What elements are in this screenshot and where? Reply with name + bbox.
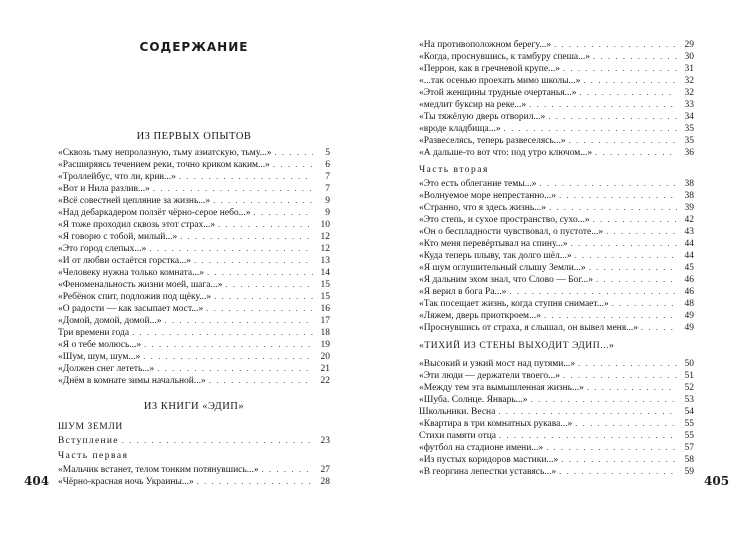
dot-leader <box>143 350 313 362</box>
dot-leader <box>213 194 313 206</box>
toc-entry <box>419 297 694 309</box>
entry-title: «Развеселясь, теперь развеселясь...» <box>419 136 566 146</box>
dot-leader <box>548 110 677 122</box>
entry-page: 55 <box>684 419 694 429</box>
entry-title: «Это город слепых...» <box>58 244 147 254</box>
entry-title: «медлит буксир на реке...» <box>419 100 527 110</box>
entry-page: 57 <box>684 443 694 453</box>
entry-page: 17 <box>320 316 330 326</box>
entry-page: 44 <box>684 239 694 249</box>
entry-page: 32 <box>684 76 694 86</box>
toc-entry <box>58 158 330 170</box>
dot-leader <box>540 177 677 189</box>
entry-page: 10 <box>320 220 330 230</box>
section-heading: ИЗ ПЕРВЫХ ОПЫТОВ <box>136 131 252 142</box>
section-quiet-edip <box>419 339 694 477</box>
entry-page: 15 <box>320 292 330 302</box>
dot-leader <box>561 453 677 465</box>
entry-page: 39 <box>684 203 694 213</box>
dot-leader <box>593 213 677 225</box>
toc-entry <box>58 242 330 254</box>
page-number-left: 404 <box>24 474 50 488</box>
toc-entry <box>58 170 330 182</box>
toc-entry <box>58 194 330 206</box>
entry-page: 55 <box>684 431 694 441</box>
entry-page: 58 <box>684 455 694 465</box>
entry-page: 35 <box>684 124 694 134</box>
dot-leader <box>157 362 313 374</box>
entry-page: 38 <box>684 179 694 189</box>
toc-entry <box>419 429 694 441</box>
entry-page: 38 <box>684 191 694 201</box>
dot-leader <box>531 393 677 405</box>
toc-entry <box>419 453 694 465</box>
toc-entry <box>419 393 694 405</box>
dot-leader <box>218 218 313 230</box>
entry-title: «Мальчик встанет, телом тонким потянувшись...» <box>58 465 259 475</box>
entry-page: 9 <box>325 208 330 218</box>
dot-leader <box>509 285 677 297</box>
toc-entry <box>419 381 694 393</box>
entry-page: 21 <box>320 364 330 374</box>
entry-page: 5 <box>325 148 330 158</box>
toc-entry <box>58 338 330 350</box>
entry-page: 45 <box>684 263 694 273</box>
dot-leader <box>544 309 677 321</box>
dot-leader <box>595 146 677 158</box>
toc-list <box>58 146 330 386</box>
entry-title: Вступление <box>58 436 119 446</box>
entry-page: 31 <box>684 64 694 74</box>
toc-entry <box>58 463 330 475</box>
dot-leader <box>606 225 677 237</box>
entry-page: 49 <box>684 323 694 333</box>
dot-leader <box>153 182 313 194</box>
dot-leader <box>596 273 677 285</box>
entry-title: Три времени года <box>58 328 130 338</box>
entry-title: «Волнуемое море непрестанно...» <box>419 191 557 201</box>
entry-title: «Ребёнок спит, подложив под щёку...» <box>58 292 212 302</box>
entry-title: «...так осенью проехать мимо школы...» <box>419 76 581 86</box>
toc-entry <box>419 321 694 333</box>
entry-page: 7 <box>325 184 330 194</box>
toc-entry <box>419 177 694 189</box>
entry-title: «На противоположном берегу...» <box>419 40 552 50</box>
dot-leader <box>563 369 677 381</box>
entry-title: «Я верил в бога Ра...» <box>419 287 507 297</box>
toc-entry <box>58 290 330 302</box>
entry-title: «Странно, что я здесь жизнь...» <box>419 203 547 213</box>
dot-leader <box>499 429 677 441</box>
entry-page: 6 <box>325 160 330 170</box>
toc-entry <box>58 326 330 338</box>
toc-entry <box>419 213 694 225</box>
entry-page: 42 <box>684 215 694 225</box>
dot-leader <box>504 122 677 134</box>
entry-title: «Кто меня перевёртывал на спину...» <box>419 239 568 249</box>
right-part-two <box>419 164 694 333</box>
toc-entry <box>419 62 694 74</box>
entry-page: 36 <box>684 148 694 158</box>
entry-title: «Высокий и узкий мост над путями...» <box>419 359 576 369</box>
toc-entry <box>419 441 694 453</box>
entry-title: «Я о тебе молюсь...» <box>58 340 142 350</box>
entry-title: «Этой женщины трудные очертанья...» <box>419 88 577 98</box>
dot-leader <box>579 86 677 98</box>
dot-leader <box>571 237 677 249</box>
entry-title: «О радости — как засыпает мост...» <box>58 304 204 314</box>
entry-page: 15 <box>320 280 330 290</box>
entry-page: 27 <box>320 465 330 475</box>
toc-entry <box>58 314 330 326</box>
toc-list <box>419 357 694 477</box>
entry-title: «Я тоже проходил сквозь этот страх...» <box>58 220 216 230</box>
section-heading: ИЗ КНИГИ «ЭДИП» <box>143 401 245 412</box>
dot-leader <box>559 189 677 201</box>
toc-entry <box>58 278 330 290</box>
dot-leader <box>587 381 677 393</box>
dot-leader <box>149 242 313 254</box>
entry-title: «Это степь, и сухое пространство, сухо...» <box>419 215 590 225</box>
dot-leader <box>254 206 313 218</box>
entry-title: «Шуба. Солнце. Январь...» <box>419 395 528 405</box>
toc-entry <box>58 218 330 230</box>
subsection-heading: ШУМ ЗЕМЛИ <box>58 422 123 432</box>
toc-entry <box>419 50 694 62</box>
toc-entry <box>58 206 330 218</box>
entry-title: «Из пустых коридоров мастики...» <box>419 455 559 465</box>
entry-page: 28 <box>320 477 330 487</box>
toc-entry <box>419 189 694 201</box>
entry-page: 19 <box>320 340 330 350</box>
toc-entry <box>58 230 330 242</box>
dot-leader <box>575 417 677 429</box>
dot-leader <box>179 170 313 182</box>
toc-entry <box>419 465 694 477</box>
entry-page: 14 <box>320 268 330 278</box>
entry-title: «В георгина лепестки уставясь...» <box>419 467 557 477</box>
dot-leader <box>206 302 313 314</box>
entry-title: «Я говорю с тобой, милый...» <box>58 232 178 242</box>
toc-entry <box>419 249 694 261</box>
dot-leader <box>273 158 313 170</box>
entry-page: 29 <box>684 40 694 50</box>
dot-leader <box>262 463 313 475</box>
dot-leader <box>529 98 677 110</box>
entry-page: 48 <box>684 299 694 309</box>
entry-page: 7 <box>325 172 330 182</box>
toc-entry <box>419 417 694 429</box>
entry-title: «А дальше-то вот что: под утро ключом...» <box>419 148 593 158</box>
dot-leader <box>549 201 677 213</box>
dot-leader <box>589 261 677 273</box>
entry-title: «футбол на стадионе имени...» <box>419 443 544 453</box>
entry-page: 33 <box>684 100 694 110</box>
entry-title: «Домой, домой, домой...» <box>58 316 162 326</box>
entry-page: 22 <box>320 376 330 386</box>
dot-leader <box>641 321 677 333</box>
entry-page: 59 <box>684 467 694 477</box>
entry-page: 50 <box>684 359 694 369</box>
dot-leader <box>207 266 313 278</box>
toc-list <box>419 177 694 333</box>
entry-page: 9 <box>325 196 330 206</box>
toc-entry <box>419 122 694 134</box>
toc-entry <box>419 405 694 417</box>
entry-page: 16 <box>320 304 330 314</box>
entry-page: 44 <box>684 251 694 261</box>
entry-title: «Когда, проснувшись, к тамбуру спеша...» <box>419 52 591 62</box>
entry-page: 30 <box>684 52 694 62</box>
toc-entry <box>419 110 694 122</box>
dot-leader <box>593 50 677 62</box>
dot-leader <box>225 278 313 290</box>
toc-entry <box>58 434 330 446</box>
entry-title: «Феноменальность жизни моей, шага...» <box>58 280 223 290</box>
dot-leader <box>209 374 313 386</box>
dot-leader <box>180 230 313 242</box>
dot-leader <box>498 405 677 417</box>
toc-entry <box>419 261 694 273</box>
toc-entry <box>58 182 330 194</box>
entry-title: «Расширяясь течением реки, точно криком каким...» <box>58 160 270 170</box>
part-label: Часть вторая <box>419 165 489 175</box>
entry-title: «Троллейбус, что ли, крив...» <box>58 172 176 182</box>
section-first-experiments <box>58 128 330 386</box>
dot-leader <box>194 254 313 266</box>
entry-page: 49 <box>684 311 694 321</box>
toc-entry <box>419 74 694 86</box>
entry-title: «Перрон, как в гречневой крупе...» <box>419 64 560 74</box>
entry-page: 13 <box>320 256 330 266</box>
entry-page: 54 <box>684 407 694 417</box>
entry-title: «Всё совестней цепляние за жизнь...» <box>58 196 211 206</box>
entry-page: 46 <box>684 275 694 285</box>
entry-page: 34 <box>684 112 694 122</box>
entry-title: «Днём в комнате зимы начальной...» <box>58 376 206 386</box>
entry-title: «Эти люди — держатели твоего...» <box>419 371 560 381</box>
toc-entry <box>58 350 330 362</box>
toc-entry <box>419 86 694 98</box>
toc-entry <box>419 309 694 321</box>
entry-title: «Человеку нужна только комната...» <box>58 268 204 278</box>
entry-title: «Квартира в три комнатных рукава...» <box>419 419 573 429</box>
dot-leader <box>554 38 677 50</box>
toc-entry <box>58 266 330 278</box>
part-label: Часть первая <box>58 451 129 461</box>
entry-title: Школьники. Весна <box>419 407 496 417</box>
toc-list <box>419 38 694 158</box>
entry-title: «вроде кладбища...» <box>419 124 501 134</box>
entry-title: Стихи памяти отца <box>419 431 497 441</box>
entry-title: «Сквозь тьму непролазную, тьму азиатскую, тьму...» <box>58 148 272 158</box>
entry-title: «Так посещает жизнь, когда ступня снимает...» <box>419 299 609 309</box>
section-book-edip <box>58 398 330 487</box>
entry-title: «Он о беспладности чувствовал, о пустоте...» <box>419 227 604 237</box>
toc-entry <box>58 362 330 374</box>
entry-title: «Шум, шум, шум...» <box>58 352 141 362</box>
entry-page: 52 <box>684 383 694 393</box>
entry-page: 43 <box>684 227 694 237</box>
entry-page: 23 <box>320 436 330 446</box>
dot-leader <box>575 249 677 261</box>
toc-entry <box>419 134 694 146</box>
entry-title: «Куда теперь плыву, так долго шёл...» <box>419 251 572 261</box>
dot-leader <box>165 314 313 326</box>
toc-entry <box>419 225 694 237</box>
dot-leader <box>583 74 677 86</box>
entry-title: «Чёрно-красная ночь Украины...» <box>58 477 194 487</box>
toc-entry <box>419 285 694 297</box>
toc-entry <box>58 254 330 266</box>
dot-leader <box>122 434 313 446</box>
dot-leader <box>197 475 313 487</box>
toc-entry <box>58 146 330 158</box>
entry-title: «Вот и Нила разлив...» <box>58 184 150 194</box>
toc-list <box>58 463 330 487</box>
dot-leader <box>546 441 677 453</box>
dot-leader <box>578 357 677 369</box>
page-number-right: 405 <box>704 474 730 488</box>
toc-entry <box>419 98 694 110</box>
toc-entry <box>58 302 330 314</box>
entry-title: «Между тем эта вымышленная жизнь...» <box>419 383 584 393</box>
entry-page: 20 <box>320 352 330 362</box>
entry-title: «Ляжем, дверь приоткроем...» <box>419 311 541 321</box>
toc-entry <box>419 237 694 249</box>
entry-page: 53 <box>684 395 694 405</box>
dot-leader <box>559 465 677 477</box>
entry-page: 12 <box>320 232 330 242</box>
toc-entry <box>419 273 694 285</box>
toc-entry <box>419 146 694 158</box>
toc-title: СОДЕРЖАНИЕ <box>139 40 249 54</box>
entry-title: «Я шум оглушительный слышу Земли...» <box>419 263 586 273</box>
toc-entry <box>58 374 330 386</box>
section-heading: «ТИХИЙ ИЗ СТЕНЫ ВЫХОДИТ ЭДИП...» <box>419 341 615 351</box>
dot-leader <box>612 297 677 309</box>
toc-entry <box>419 201 694 213</box>
entry-title: «Проснувшись от страха, я слышал, он вывел меня...» <box>419 323 638 333</box>
entry-title: «Над дебаркадером ползёт чёрно-серое небо...» <box>58 208 251 218</box>
toc-entry <box>419 38 694 50</box>
toc-entry <box>419 369 694 381</box>
entry-title: «Я дальним эхом знал, что Слово — Бог...» <box>419 275 593 285</box>
entry-title: «Ты тяжёлую дверь отворил...» <box>419 112 546 122</box>
entry-page: 35 <box>684 136 694 146</box>
dot-leader <box>563 62 677 74</box>
dot-leader <box>274 146 313 158</box>
entry-title: «Это есть облегание темы...» <box>419 179 537 189</box>
entry-title: «И от любви остаётся горстка...» <box>58 256 191 266</box>
toc-entry <box>58 475 330 487</box>
entry-title: «Должен снег лететь...» <box>58 364 155 374</box>
entry-page: 32 <box>684 88 694 98</box>
dot-leader <box>214 290 313 302</box>
entry-page: 46 <box>684 287 694 297</box>
dot-leader <box>144 338 313 350</box>
toc-entry <box>419 357 694 369</box>
entry-page: 18 <box>320 328 330 338</box>
entry-page: 51 <box>684 371 694 381</box>
right-part-one-continued <box>419 38 694 158</box>
entry-page: 12 <box>320 244 330 254</box>
dot-leader <box>132 326 313 338</box>
dot-leader <box>569 134 677 146</box>
